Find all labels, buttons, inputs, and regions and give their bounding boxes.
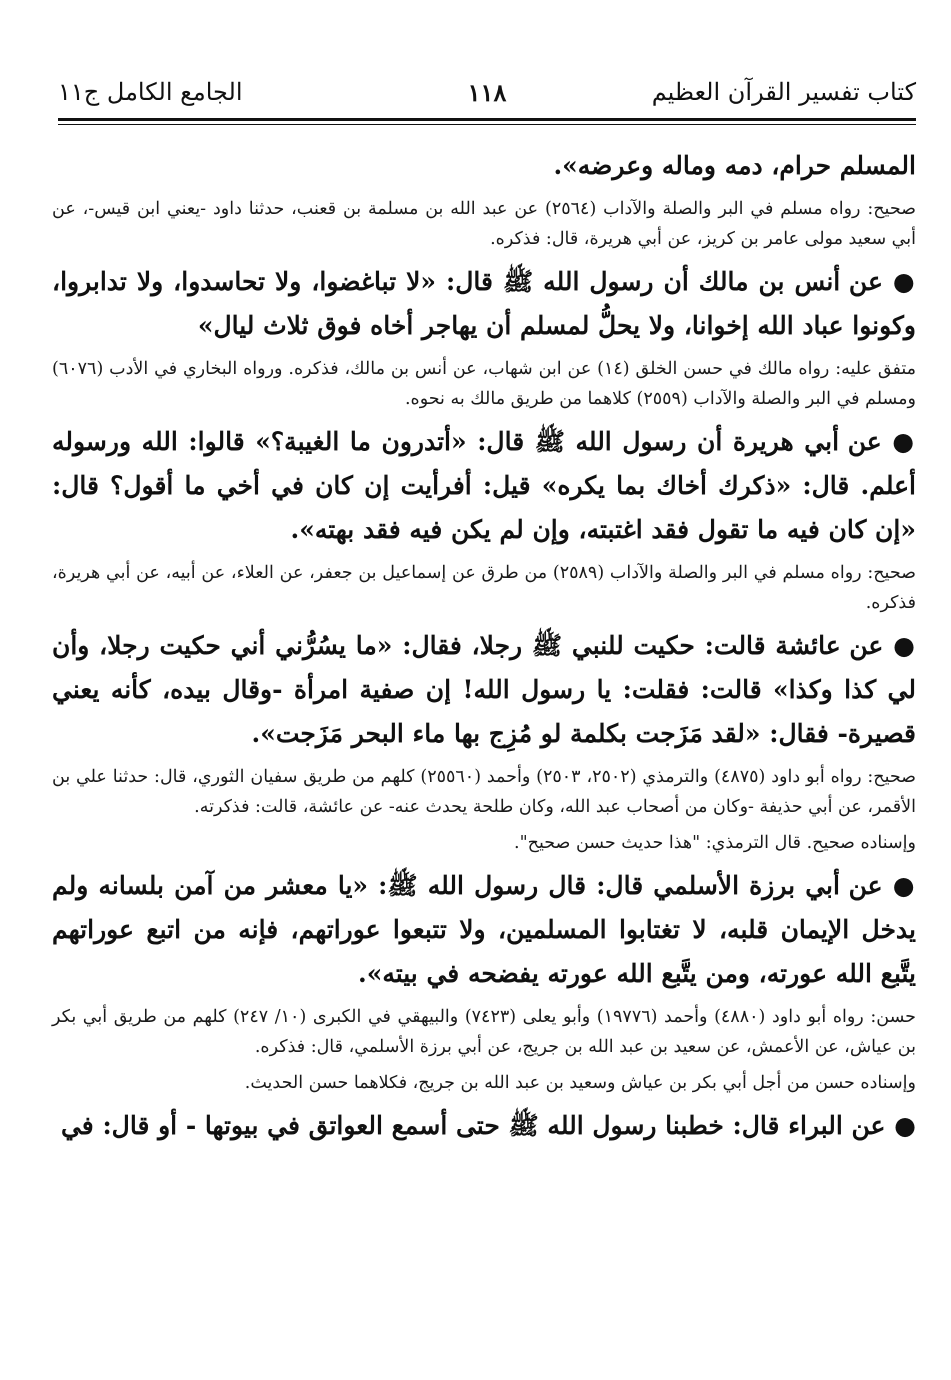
- takhrij-note: صحيح: رواه مسلم في البر والصلة والآداب (٢٥٨٩) من طرق عن إسماعيل بن جعفر، عن العلاء، عن أبيه، عن أبي هريرة، فذكره.: [52, 563, 916, 613]
- takhrij-note: حسن: رواه أبو داود (٤٨٨٠) وأحمد (١٩٧٧٦) وأبو يعلى (٧٤٢٣) والبيهقي في الكبرى (١٠/ ٢٤٧) كلهم من طريق أبي بكر بن عياش، عن الأعمش، عن سعيد بن عبد الله بن جريج، عن أبي برزة الأسلمي، قال: فذكره.: [52, 1007, 917, 1057]
- page-header: [58, 78, 916, 118]
- page-number: ١١٨: [467, 78, 507, 107]
- hadith-text: عن أبي برزة الأسلمي قال: قال رسول الله ﷺ: «يا معشر من آمن بلسانه ولم يدخل الإيمان قلبه، لا تغتابوا المسلمين، ولا تتبعوا عوراتهم، فإنه من اتبع عوراتهم يتَّبع الله عورته، ومن يتَّبع الله عورته يفضحه في بيته».: [52, 871, 916, 988]
- bullet-icon: ●: [893, 631, 916, 660]
- book-title: كتاب تفسير القرآن العظيم: [651, 78, 916, 106]
- header-rule-thin: [58, 124, 916, 125]
- bullet-icon: ●: [892, 427, 916, 456]
- hadith-paragraph: [52, 864, 916, 996]
- bullet-icon: ●: [892, 267, 916, 296]
- page-body: [52, 140, 916, 1154]
- hadith-paragraph: [52, 624, 916, 756]
- hadith-text: عن البراء قال: خطبنا رسول الله ﷺ حتى أسمع العواتق في بيوتها - أو قال: في: [60, 1111, 886, 1140]
- hadith-paragraph: [52, 420, 916, 552]
- hadith-text: عن عائشة قالت: حكيت للنبي ﷺ رجلا، فقال: «ما يسُرُّني أني حكيت رجلا، وأن لي كذا وكذا» قالت: فقلت: يا رسول الله! إن صفية امرأة -وقال بيده، كأنه يعني قصيرة- فقال: «لقد مَزَجت بكلمة لو مُزِج بها ماء البحر مَزَجت».: [52, 631, 916, 748]
- isnad-note: وإسناده صحيح. قال الترمذي: "هذا حديث حسن صحيح".: [514, 833, 916, 853]
- takhrij-note: صحيح: رواه أبو داود (٤٨٧٥) والترمذي (٢٥٠٢، ٢٥٠٣) وأحمد (٢٥٥٦٠) كلهم من طريق سفيان الثوري، قال: حدثنا علي بن الأقمر، عن أبي حذيفة -وكان من أصحاب عبد الله، وكان طلحة يحدث عنه- عن عائشة، قالت: فذكرته.: [52, 767, 917, 817]
- hadith-text: عن أبي هريرة أن رسول الله ﷺ قال: «أتدرون ما الغيبة؟» قالوا: الله ورسوله أعلم. قال: «ذكرك أخاك بما يكره» قيل: أفرأيت إن كان في أخي ما أقول؟ قال: «إن كان فيه ما تقول فقد اغتبته، وإن لم يكن فيه فقد بهته».: [52, 427, 916, 544]
- hadith-paragraph: [52, 1104, 916, 1148]
- isnad-note: وإسناده حسن من أجل أبي بكر بن عياش وسعيد بن عبد الله بن جريج، فكلاهما حسن الحديث.: [244, 1073, 916, 1093]
- takhrij-note: متفق عليه: رواه مالك في حسن الخلق (١٤) عن ابن شهاب، عن أنس بن مالك، فذكره. ورواه البخاري في الأدب (٦٠٧٦) ومسلم في البر والصلة والآداب (٢٥٥٩) كلاهما من طريق مالك به نحوه.: [52, 359, 917, 409]
- takhrij-note: صحيح: رواه مسلم في البر والصلة والآداب (٢٥٦٤) عن عبد الله بن مسلمة بن قعنب، حدثنا داود -يعني ابن قيس-، عن أبي سعيد مولى عامر بن كريز، عن أبي هريرة، قال: فذكره.: [52, 199, 916, 249]
- hadith-paragraph: [52, 260, 916, 348]
- bullet-icon: ●: [892, 871, 916, 900]
- hadith-text: المسلم حرام، دمه وماله وعرضه».: [553, 151, 916, 180]
- volume-title: الجامع الكامل ج١١: [58, 78, 243, 106]
- bullet-icon: ●: [894, 1111, 916, 1140]
- hadith-text: عن أنس بن مالك أن رسول الله ﷺ قال: «لا تباغضوا، ولا تحاسدوا، ولا تدابروا، وكونوا عباد الله إخوانا، ولا يحلُّ لمسلم أن يهاجر أخاه فوق ثلاث ليال»: [52, 267, 916, 340]
- header-rule-thick: [58, 118, 916, 121]
